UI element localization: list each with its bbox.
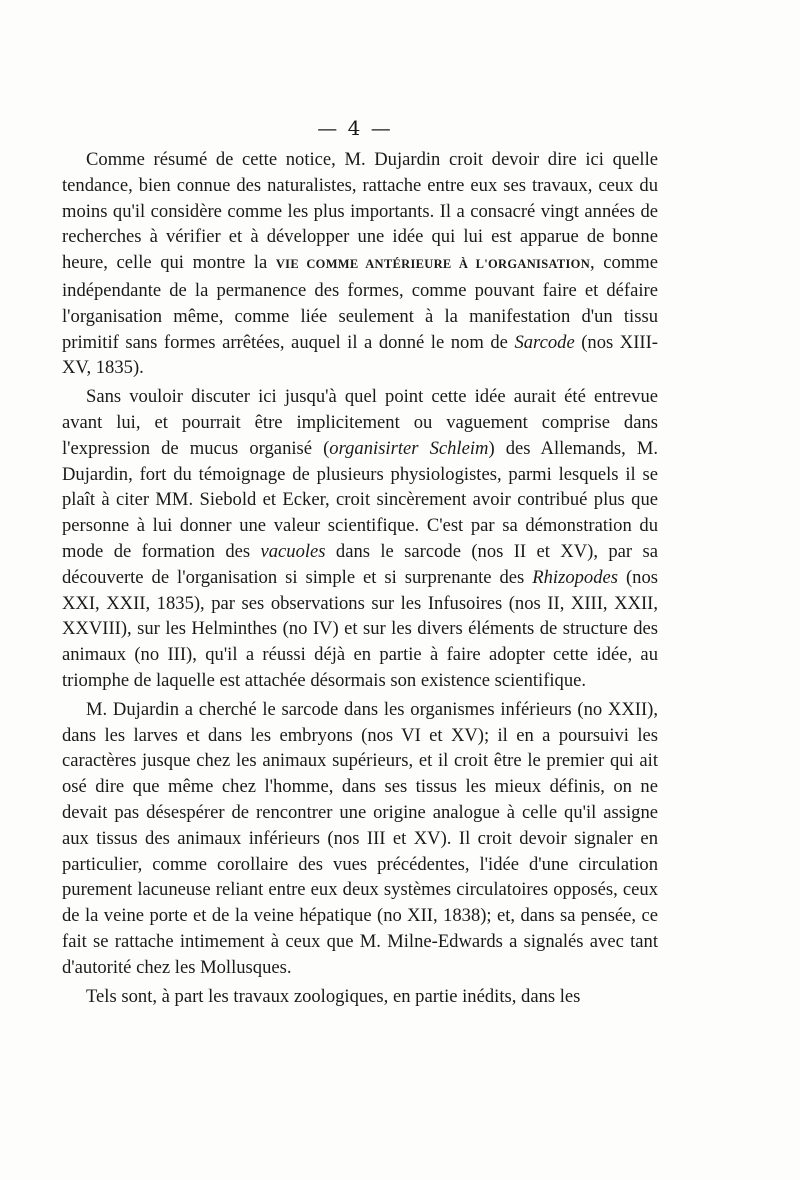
text-run: Sans vouloir discuter ici jusqu'à quel point cette idée aurait été entrevue avant lui, et pourrait être implicitement ou vaguement comprise dans l'expression de mucus organisé (: [62, 386, 658, 459]
paragraph-4: [62, 984, 658, 1010]
italic-term: vacuoles: [260, 540, 326, 562]
paragraph-2: [62, 384, 658, 694]
page-number: — 4 —: [317, 116, 393, 140]
italic-term: organisirter Schleim: [329, 437, 489, 459]
text-run: Tels sont, à part les travaux zoologiques, en partie inédits, dans les: [86, 985, 581, 1007]
body-text: [62, 147, 658, 1012]
text-run: M. Dujardin a cherché le sarcode dans les organismes inférieurs (no XXII), dans les larves et dans les embryons (nos VI et XV); il en a poursuivi les caractères jusque chez les animaux supérieurs, et il croit être le premier qui ait osé dire que même chez l'homme, dans ses tissus les mieux définis, on ne devait pas désespérer de rencontrer une origine analogue à celle qu'il assigne aux tissus des animaux inférieurs (nos III et XV). Il croit devoir signaler en particulier, comme corollaire des vues précédentes, l'idée d'une circulation purement lacuneuse reliant entre eux deux systèmes circulatoires opposés, ceux de la veine porte et de la veine hépatique (no XII, 1838); et, dans sa pensée, ce fait se rattache intimement à ceux que M. Milne-Edwards a signalés avec tant d'autorité chez les Mollusques.: [62, 698, 658, 978]
text-run: (nos XIII-XV, 1835).: [62, 331, 658, 379]
small-caps-phrase: VIE COMME ANTÉRIEURE À L'ORGANISATION: [275, 257, 591, 272]
paragraph-3: [62, 697, 658, 981]
paragraph-1: [62, 147, 658, 381]
text-run: Comme résumé de cette notice, M. Dujardin croit devoir dire ici quelle tendance, bien connue des naturalistes, rattache entre eux ses travaux, ceux du moins qu'il considère comme les plus importants. Il a consacré vingt années de recherches à vérifier et à développer une idée qui lui est apparue de bonne heure, celle qui montre la: [62, 149, 658, 274]
italic-term: Sarcode: [514, 331, 575, 353]
italic-term: Rhizopodes: [532, 566, 619, 588]
text-run: , comme indépendante de la permanence des formes, comme pouvant faire et défaire l'organisation même, comme liée seulement à la manifestation d'un tissu primitif sans formes arrêtées, auquel il a donné le nom de: [62, 252, 659, 353]
text-run: ) des Allemands, M. Dujardin, fort du témoignage de plusieurs physiologistes, parmi lesquels il se plaît à citer MM. Siebold et Ecker, croit sincèrement avoir contribué plus que personne à lui donner une valeur scientifique. C'est par sa démonstration du mode de formation des: [62, 437, 659, 562]
text-run: (nos XXI, XXII, 1835), par ses observations sur les Infusoires (nos II, XIII, XXII, XXVIII), sur les Helminthes (no IV) et sur les divers éléments de structure des animaux (no III), qu'il a réussi déjà en partie à faire adopter cette idée, au triomphe de laquelle est attachée désormais son existence scientifique.: [62, 566, 659, 691]
text-run: dans le sarcode (nos II et XV), par sa découverte de l'organisation si simple et si surprenante des: [62, 540, 658, 588]
